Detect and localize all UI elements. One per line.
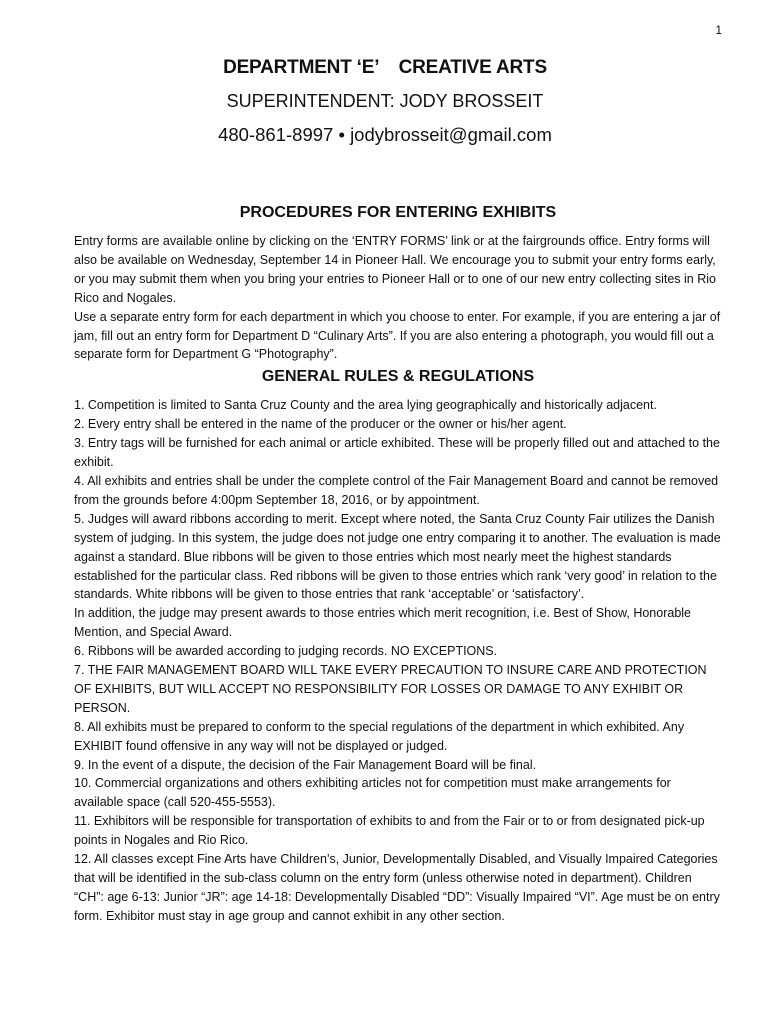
rule-item: 3. Entry tags will be furnished for each animal or article exhibited. These will be properly filled out and attached to the exhibit. [74,436,720,470]
rule-item: 2. Every entry shall be entered in the name of the producer or the owner or his/her agent. [74,417,567,432]
rule-item: 6. Ribbons will be awarded according to judging records. NO EXCEPTIONS. [74,644,498,659]
superintendent-line: SUPERINTENDENT: JODY BROSSEIT [226,91,544,111]
rule-item: 11. Exhibitors will be responsible for transportation of exhibits to and from the Fair or to or from designated pick-up points in Nogales and Rio Rico. [74,814,705,848]
procedures-title: PROCEDURES FOR ENTERING EXHIBITS [239,204,557,221]
rule-item: 9. In the event of a dispute, the decision of the Fair Management Board will be final. [74,757,537,772]
procedures-paragraph: Entry forms are available online by clicking on the ‘ENTRY FORMS’ link or at the fairgrounds office. Entry forms will also be available on Wednesday, September 14 in Pioneer Hall. We encourage you to submit your entry forms early, or you may submit them when you bring your entries to Pioneer Hall or to one of our new entry collecting sites in Rio Rico and Nogales. [74,234,716,305]
rule-item: 12. All classes except Fine Arts have Children’s, Junior, Developmentally Disabled, and Visually Impaired Categories that will be identified in the sub-class column on the entry form (unless otherwise noted in department). Children “CH”: age 6-13: Junior “JR”: age 14-18: Developmentally Disabled “DD”: Visually Impaired “VI”. Age must be on entry form. Exhibitor must stay in age group and cannot exhibit in any other section. [74,852,720,923]
rule-item: 4. All exhibits and entries shall be under the complete control of the Fair Management Board and cannot be removed from the grounds before 4:00pm September 18, 2016, or by appointment. [74,473,719,507]
page-number: 1 [715,23,722,37]
rule-item: 5. Judges will award ribbons according to merit. Except where noted, the Santa Cruz County Fair utilizes the Danish system of judging. In this system, the judge does not judge one entry comparing it to another. The evaluation is made against a standard. Blue ribbons will be given to those entries which most nearly meet the highest standards established for the particular class. Red ribbons will be given to those entries which rank ‘very good’ in relation to the standards. White ribbons will be given to those entries that rank ‘acceptable’ or ‘satisfactory’. [74,511,721,602]
rule-item: 10. Commercial organizations and others exhibiting articles not for competition must make arrangements for available space (call 520-455-5553). [74,776,671,810]
rules-list [74,396,722,925]
document-header [0,54,770,152]
contact-line: 480-861-8997 • jodybrosseit@gmail.com [218,124,552,145]
rule-item: In addition, the judge may present awards to those entries which merit recognition, i.e. Best of Show, Honorable Mention, and Special Award. [74,606,692,640]
rules-title: GENERAL RULES & REGULATIONS [261,368,535,386]
procedures-section [74,232,722,364]
document-body [74,204,722,926]
rule-item: 7. THE FAIR MANAGEMENT BOARD WILL TAKE EVERY PRECAUTION TO INSURE CARE AND PROTECTION OF EXHIBITS, BUT WILL ACCEPT NO RESPONSIBILITY FOR LOSSES OR DAMAGE TO ANY EXHIBIT OR PERSON. [74,663,707,715]
procedures-paragraph: Use a separate entry form for each department in which you choose to enter. For example, if you are entering a jar of jam, fill out an entry form for Department D “Culinary Arts”. If you are also entering a photograph, you would fill out a separate form for Department G “Photography”. [74,309,721,362]
department-title: DEPARTMENT ‘E’ CREATIVE ARTS [223,57,547,78]
rule-item: 8. All exhibits must be prepared to conform to the special regulations of the department in which exhibited. Any EXHIBIT found offensive in any way will not be displayed or judged. [74,719,685,753]
rule-item: 1. Competition is limited to Santa Cruz County and the area lying geographically and historically adjacent. [74,398,657,413]
